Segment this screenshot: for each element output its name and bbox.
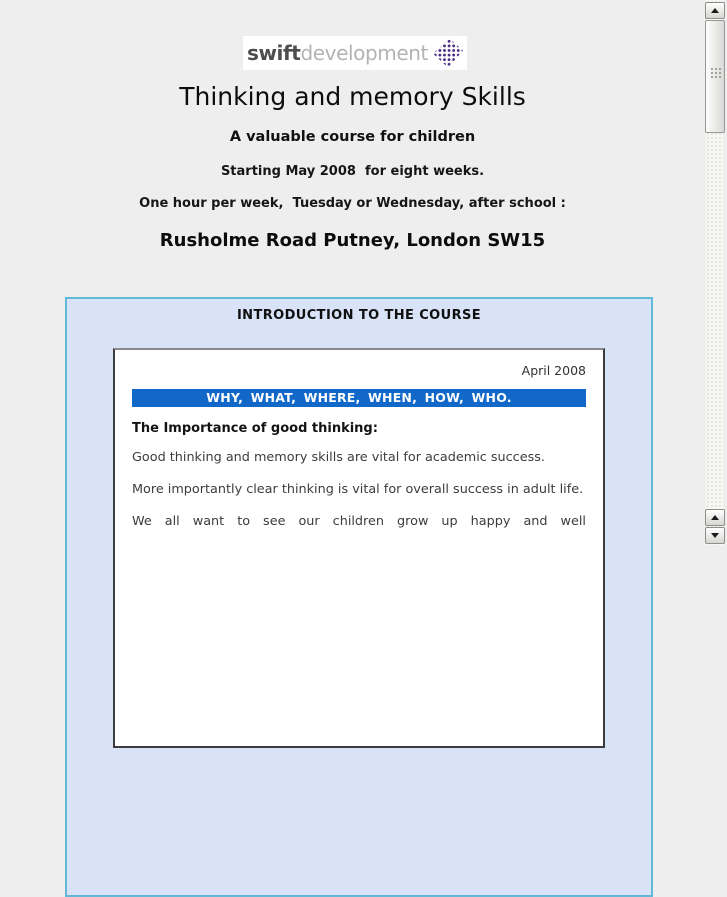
card-date: April 2008: [521, 363, 586, 378]
scrollbar-thumb[interactable]: [705, 20, 725, 133]
scrollbar-grip-icon: [710, 67, 721, 80]
logo-development: development: [300, 41, 429, 65]
scroll-up-button[interactable]: [705, 2, 725, 19]
paragraph-3: We all want to see our children grow up happy and well: [132, 514, 586, 529]
card-banner: WHY, WHAT, WHERE, WHEN, HOW, WHO.: [132, 389, 586, 407]
logo-dot-diamond-icon: [433, 39, 463, 68]
paragraph-1: Good thinking and memory skills are vital for academic success.: [132, 450, 545, 465]
scroll-down-icon: [711, 533, 719, 538]
page-title: Thinking and memory Skills: [179, 82, 526, 111]
scroll-down-button[interactable]: [705, 527, 725, 544]
scroll-up-button-bottom[interactable]: [705, 509, 725, 526]
page-subtitle: A valuable course for children: [229, 129, 476, 145]
paragraph-2: More importantly clear thinking is vital for overall success in adult life.: [132, 482, 584, 497]
scroll-up-icon: [711, 515, 719, 520]
scroll-up-icon: [711, 8, 719, 13]
logo-text: [247, 43, 428, 63]
introduction-box: [65, 297, 653, 897]
vertical-scrollbar[interactable]: [703, 0, 726, 545]
logo-swift: swift: [246, 41, 301, 65]
introduction-heading: INTRODUCTION TO THE COURSE: [236, 308, 482, 323]
paragraph-heading: The Importance of good thinking:: [132, 421, 378, 436]
logo: [243, 36, 467, 70]
schedule-line: One hour per week, Tuesday or Wednesday, after school :: [139, 196, 566, 211]
course-card: [113, 348, 605, 748]
address-line: Rusholme Road Putney, London SW15: [159, 230, 546, 251]
start-date-line: Starting May 2008 for eight weeks.: [220, 164, 485, 179]
